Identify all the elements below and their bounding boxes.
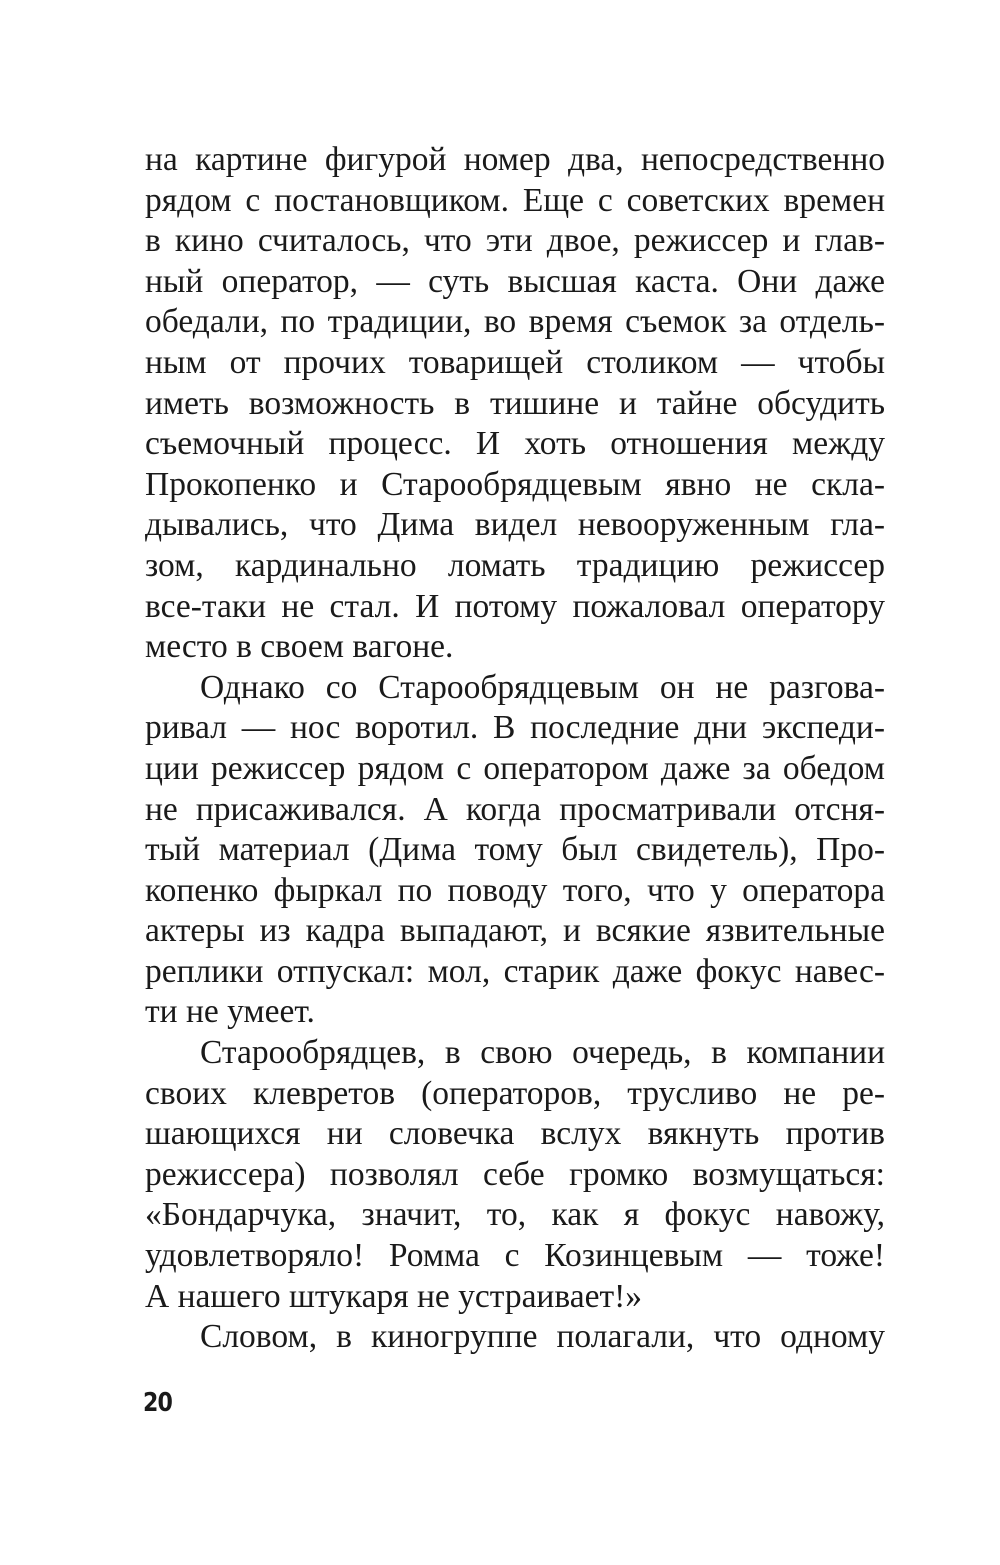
text-line: на картине фигурой номер два, непосредственно [145,141,885,178]
page-number: 20 [143,1388,173,1418]
text-line: не присаживался. А когда просматривали отсня- [145,790,885,828]
text-line: ции режиссер рядом с оператором даже за обедом [145,749,885,787]
page-text [145,140,885,1358]
text-line: рядом с постановщиком. Еще с советских времен [145,181,885,219]
text-line: ным от прочих товарищей столиком — чтобы [145,343,885,381]
text-line: шающихся ни словечка вслух вякнуть против [145,1115,885,1153]
text-line: дывались, что Дима видел невооруженным гла- [145,506,885,544]
text-line: Однако со Старообрядцевым он не разгова- [200,668,885,706]
paragraph [145,140,885,668]
text-line: тый материал (Дима тому был свидетель), Про- [145,831,885,869]
paragraph [145,1033,885,1317]
text-line: Прокопенко и Старообрядцевым явно не скла- [145,465,885,503]
text-line: все-таки не стал. И потому пожаловал оператору [145,587,885,625]
paragraph [145,1317,885,1358]
text-line: в кино считалось, что эти двое, режиссер и глав- [145,222,885,260]
text-line: ный оператор, — суть высшая каста. Они даже [145,262,885,300]
text-line: актеры из кадра выпадают, и всякие язвительные [145,912,885,950]
text-line: Словом, в киногруппе полагали, что одному [200,1318,885,1356]
text-line: место в своем вагоне. [145,628,454,666]
text-line: своих клевретов (операторов, трусливо не ре- [145,1074,885,1112]
text-line: реплики отпускал: мол, старик даже фокус навес- [145,952,885,990]
text-line: «Бондарчука, значит, то, как я фокус навожу, [145,1196,885,1234]
text-line: ти не умеет. [145,993,315,1031]
paragraph [145,668,885,1033]
text-line: режиссера) позволял себе громко возмущаться: [145,1155,885,1193]
text-line: А нашего штукаря не устраивает!» [145,1277,643,1315]
text-line: съемочный процесс. И хоть отношения между [145,425,885,463]
text-line: обедали, по традиции, во время съемок за отдель- [145,303,885,341]
text-line: ривал — нос воротил. В последние дни экспеди- [145,709,885,747]
text-line: Старообрядцев, в свою очередь, в компании [200,1034,885,1072]
text-line: удовлетворяло! Ромма с Козинцевым — тоже! [145,1237,885,1275]
text-line: копенко фыркал по поводу того, что у оператора [145,871,885,909]
text-line: иметь возможность в тишине и тайне обсудить [145,384,885,422]
text-line: зом, кардинально ломать традицию режиссер [145,546,885,584]
